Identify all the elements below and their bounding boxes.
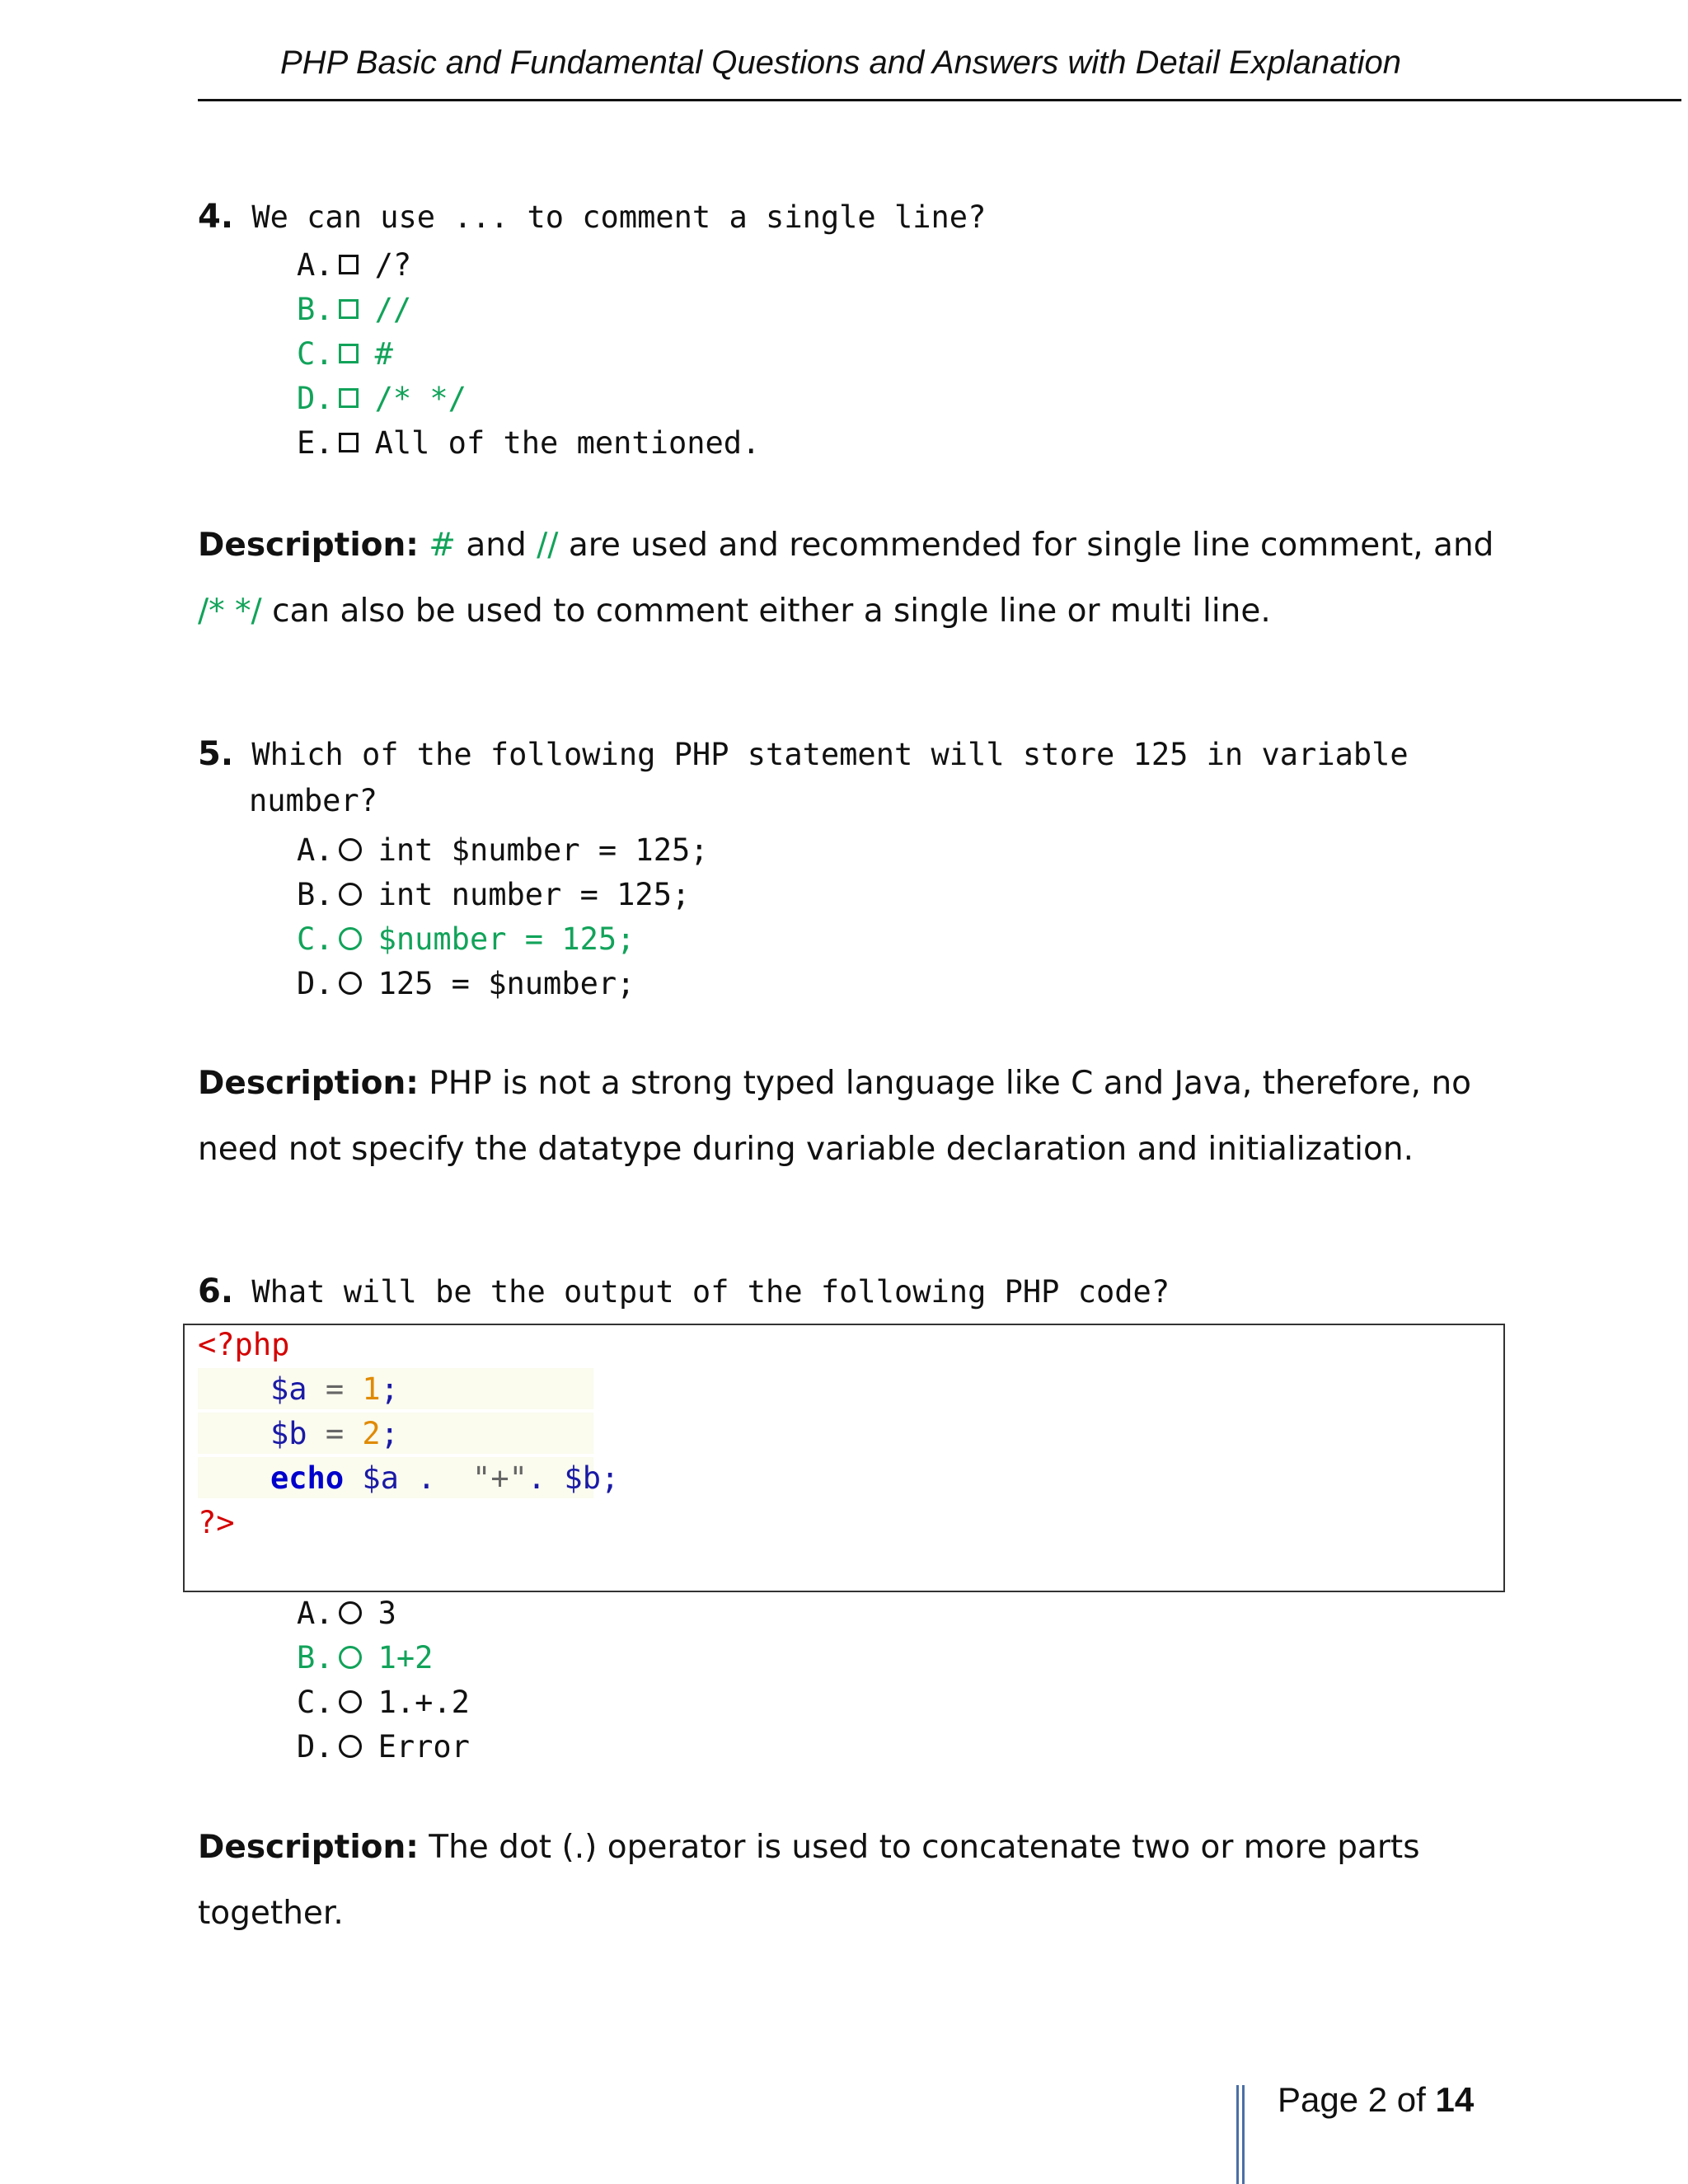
description-text: PHP is not a strong typed language like C and Java, therefore, no need not specify the datatype during variable declaration and initialization. [198,1065,1472,1168]
description-label: Description: [198,1065,419,1102]
radio-icon[interactable] [339,1601,362,1624]
code-var: $a [344,1460,399,1496]
radio-icon[interactable] [339,883,362,906]
description-label: Description: [198,1829,419,1866]
desc-and: and [466,527,527,564]
radio-icon[interactable] [339,838,362,861]
code-semicolon: ; [380,1416,399,1451]
radio-icon[interactable] [339,927,362,950]
checkbox-icon[interactable] [339,255,359,274]
code-line-1 [270,1371,399,1407]
code-var: $b [270,1416,307,1451]
desc-text-2: can also be used to comment either a single line or multi line. [272,593,1271,630]
option-text: $number = 125; [377,921,635,957]
radio-icon[interactable] [339,1646,362,1669]
question-5-continued: number? [249,783,377,818]
code-var: $a [270,1371,307,1407]
option-text: # [374,335,393,372]
total-pages: 14 [1435,2080,1475,2119]
option-text: int $number = 125; [377,832,709,868]
question-4 [198,198,986,236]
option-text: /* */ [374,380,467,416]
question-text: Which of the following PHP statement will store 125 in variable [251,737,1409,772]
code-semicolon: ; [380,1371,399,1407]
option-letter: C. [297,335,334,372]
desc-block-comment: /* */ [198,593,262,630]
checkbox-icon[interactable] [339,299,359,319]
code-var: $b [546,1460,601,1496]
document-header-title: PHP Basic and Fundamental Questions and Answers with Detail Explanation [280,45,1401,81]
radio-icon[interactable] [339,1735,362,1758]
code-close-tag: ?> [198,1505,235,1540]
q4-option-e[interactable] [297,422,760,463]
question-number: 6. [198,1272,234,1310]
option-letter: A. [297,246,334,283]
question-6 [198,1272,1170,1310]
radio-icon[interactable] [339,972,362,995]
option-letter: C. [297,1684,334,1720]
option-text: // [374,291,412,327]
page-prefix: Page 2 of [1278,2080,1426,2119]
q6-option-c[interactable] [297,1681,470,1722]
option-text: Error [377,1728,470,1765]
option-text: /? [374,246,412,283]
q6-description [198,1815,1517,1947]
q5-option-d[interactable] [297,963,635,1004]
q4-option-b[interactable] [297,288,411,330]
q6-option-d[interactable] [297,1726,470,1767]
footer-divider [1242,2085,1245,2184]
q5-description [198,1051,1517,1183]
option-letter: D. [297,380,334,416]
code-semicolon: ; [600,1460,620,1496]
checkbox-icon[interactable] [339,433,359,452]
question-number: 4. [198,198,234,236]
q4-option-a[interactable] [297,244,411,285]
code-line-3 [270,1460,619,1496]
code-keyword: echo [270,1460,345,1496]
desc-slashes: // [537,527,559,564]
option-text: All of the mentioned. [374,424,761,461]
question-number: 5. [198,735,234,773]
page-number [1278,2080,1474,2120]
option-text: 3 [377,1595,396,1631]
option-letter: C. [297,921,334,957]
code-open-tag: <?php [198,1327,290,1362]
q6-option-b[interactable] [297,1637,433,1678]
option-letter: B. [297,291,334,327]
code-num: 2 [362,1416,381,1451]
option-letter: A. [297,1595,334,1631]
question-text: What will be the output of the following PHP code? [251,1274,1170,1310]
option-letter: B. [297,1639,334,1675]
question-text: We can use ... to comment a single line? [251,199,987,235]
code-op: = [307,1416,363,1451]
description-text: The dot (.) operator is used to concatenate two or more parts together. [198,1829,1420,1932]
q6-option-a[interactable] [297,1592,396,1633]
code-op: . [398,1460,454,1496]
header-rule [198,99,1681,101]
option-letter: D. [297,965,334,1001]
question-5 [198,735,1409,773]
q5-option-a[interactable] [297,829,709,870]
option-text: int number = 125; [377,876,691,912]
description-label: Description: [198,527,419,564]
option-letter: A. [297,832,334,868]
code-num: 1 [362,1371,381,1407]
q5-option-b[interactable] [297,874,690,915]
code-op: . [527,1460,546,1496]
code-string: "+" [453,1460,528,1496]
desc-text: are used and recommended for single line comment, and [568,527,1494,564]
q5-option-c[interactable] [297,918,635,959]
option-letter: E. [297,424,334,461]
option-text: 125 = $number; [377,965,635,1001]
footer-divider [1236,2085,1239,2184]
option-text: 1.+.2 [377,1684,470,1720]
option-letter: D. [297,1728,334,1765]
q4-description [198,513,1517,644]
q4-option-d[interactable] [297,377,467,419]
checkbox-icon[interactable] [339,388,359,408]
code-op: = [307,1371,363,1407]
code-line-2 [270,1416,399,1451]
checkbox-icon[interactable] [339,344,359,363]
desc-hash: # [429,527,456,564]
option-letter: B. [297,876,334,912]
radio-icon[interactable] [339,1690,362,1713]
option-text: 1+2 [377,1639,434,1675]
q4-option-c[interactable] [297,333,393,374]
